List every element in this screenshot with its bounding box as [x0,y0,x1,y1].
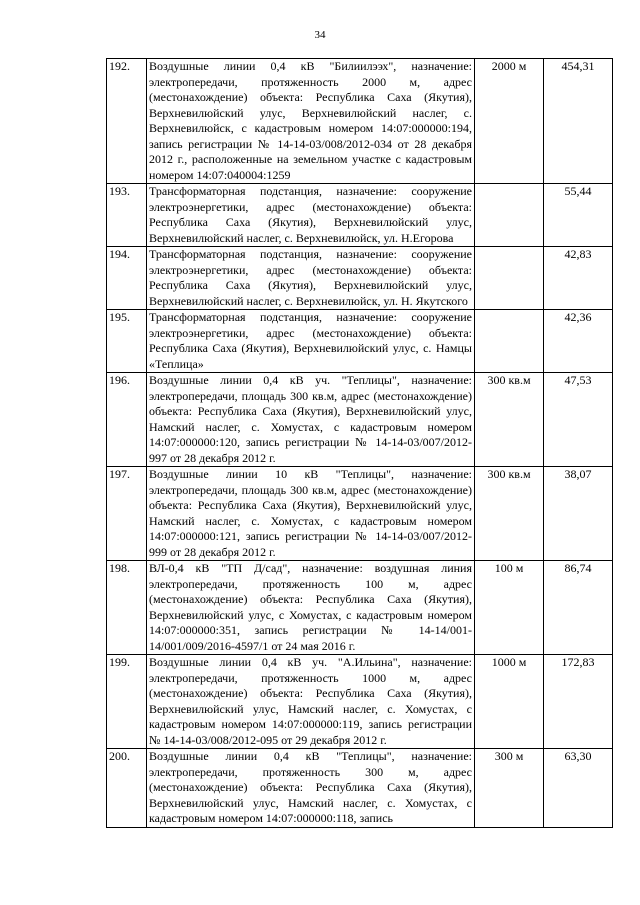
row-value: 42,83 [544,247,613,310]
row-number: 195. [107,310,147,373]
row-number: 194. [107,247,147,310]
row-size [475,247,544,310]
table-row [107,655,613,749]
row-value: 38,07 [544,467,613,561]
row-number: 198. [107,561,147,655]
row-number: 200. [107,749,147,828]
row-value: 42,36 [544,310,613,373]
row-value: 172,83 [544,655,613,749]
row-description: Воздушные линии 0,4 кВ уч. "А.Ильина", назначение: электропередачи, протяженность 1000 м, адрес (местонахождение) объекта: Республика Саха (Якутия), Верхневилюйский улус, Намский наслег, с. Хомустах, с кадастровым номером 14:07:000000:119, запись регистрации № 14-14-03/008/2012-095 от 29 декабря 2012 г. [147,655,475,749]
table-row [107,749,613,828]
row-number: 199. [107,655,147,749]
row-description: ВЛ-0,4 кВ "ТП Д/сад", назначение: воздушная линия электропередачи, протяженность 100 м, адрес (местонахождение) объекта: Республика Саха (Якутия), Верхневилюйский улус, с Хомустах, с кадастровым номером 14:07:000000:351, запись регистрации № 14-14/001-14/001/009/2016-4597/1 от 24 мая 2016 г. [147,561,475,655]
row-description: Трансформаторная подстанция, назначение: сооружение электроэнергетики, адрес (местонахождение) объекта: Республика Саха (Якутия), Верхневилюйский улус, Верхневилюйский наслег, с. Верхневилюйск, ул. Н. Якутского [147,247,475,310]
row-number: 197. [107,467,147,561]
table-row [107,467,613,561]
row-description: Воздушные линии 0,4 кВ уч. "Теплицы", назначение: электропередачи, площадь 300 кв.м, адрес (местонахождение) объекта: Республика Саха (Якутия), Верхневилюйский улус, Намский наслег, с. Хомустах, с кадастровым номером 14:07:000000:120, запись регистрации № 14-14-03/007/2012-997 от 28 декабря 2012 г. [147,373,475,467]
row-description: Воздушные линии 10 кВ "Теплицы", назначение: электропередачи, площадь 300 кв.м, адрес (местонахождение) объекта: Республика Саха (Якутия), Верхневилюйский улус, Намский наслег, с. Хомустах, с кадастровым номером 14:07:000000:121, запись регистрации № 14-14-03/007/2012-999 от 28 декабря 2012 г. [147,467,475,561]
row-value: 47,53 [544,373,613,467]
row-description: Воздушные линии 0,4 кВ "Теплицы", назначение: электропередачи, протяженность 300 м, адрес (местонахождение) объекта: Республика Саха (Якутия), Верхневилюйский улус, Намский наслег, с. Хомустах, с кадастровым номером 14:07:000000:118, запись [147,749,475,828]
row-size [475,310,544,373]
page-number: 34 [314,29,326,41]
table-row [107,310,613,373]
row-size: 300 кв.м [475,467,544,561]
row-value: 55,44 [544,184,613,247]
row-size: 100 м [475,561,544,655]
row-description: Трансформаторная подстанция, назначение: сооружение электроэнергетики, адрес (местонахождение) объекта: Республика Саха (Якутия), Верхневилюйский улус, Верхневилюйский наслег, с. Верхневилюйск, ул. Н.Егорова [147,184,475,247]
row-description: Трансформаторная подстанция, назначение: сооружение электроэнергетики, адрес (местонахождение) объекта: Республика Саха (Якутия), Верхневилюйский улус, с. Намцы «Теплица» [147,310,475,373]
row-value: 86,74 [544,561,613,655]
row-value: 454,31 [544,59,613,184]
table-row [107,561,613,655]
table-row [107,247,613,310]
table-row [107,373,613,467]
registry-table-body [107,59,613,828]
row-size: 300 м [475,749,544,828]
row-size [475,184,544,247]
row-value: 63,30 [544,749,613,828]
row-number: 193. [107,184,147,247]
property-registry-table [106,58,613,828]
row-number: 196. [107,373,147,467]
row-size: 1000 м [475,655,544,749]
row-description: Воздушные линии 0,4 кВ "Билиилээх", назначение: электропередачи, протяженность 2000 м, адрес (местонахождение) объекта: Республика Саха (Якутия), Верхневилюйский улус, Верхневилюйский наслег, с. Верхневилюйск, с кадастровым номером 14:07:000000:194, запись регистрации № 14-14-03/008/2012-034 от 28 декабря 2012 г., расположенные на земельном участке с кадастровым номером 14:07:040004:1259 [147,59,475,184]
row-size: 2000 м [475,59,544,184]
table-row [107,59,613,184]
row-size: 300 кв.м [475,373,544,467]
table-row [107,184,613,247]
row-number: 192. [107,59,147,184]
